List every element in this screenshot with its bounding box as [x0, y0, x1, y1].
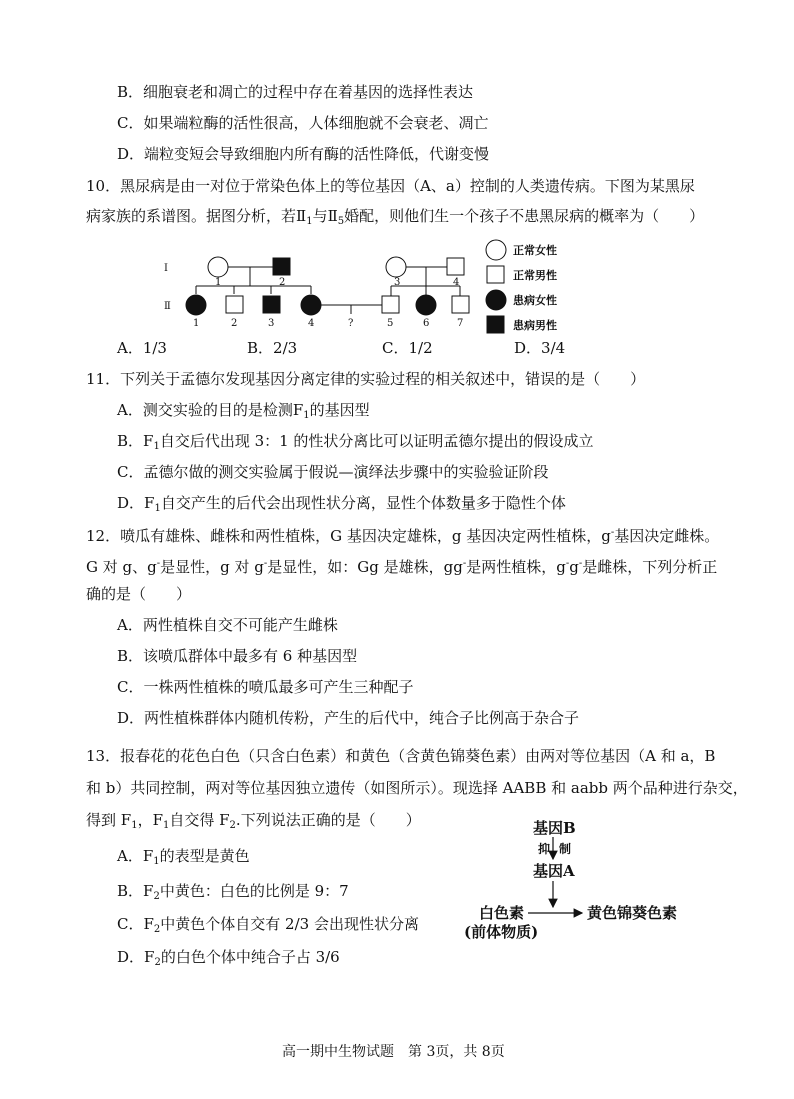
q10-option-d: D．3/4	[514, 339, 566, 357]
q12-stem-line3: 确的是（ ）	[86, 585, 192, 603]
i2-affected-male	[273, 258, 290, 275]
q12-option-d: D．两性植株群体内随机传粉，产生的后代中，纯合子比例高于杂合子	[117, 709, 580, 727]
q13-stem-line1: 13．报春花的花色白色（只含白色素）和黄色（含黄色锦葵色素）由两对等位基因（A 和 a，B	[86, 747, 716, 765]
q11-option-b: B．$F_1$自交后代出现 3：1 的性状分离比可以证明孟德尔提出的假设成立	[117, 432, 594, 452]
ii7-normal-male	[452, 296, 469, 313]
pigment-pathway-diagram	[460, 815, 720, 945]
ii7-number: 7	[457, 318, 464, 329]
ii5-number: 5	[387, 318, 394, 329]
i4-number: 4	[453, 277, 460, 288]
i4-normal-male	[447, 258, 464, 275]
generation-label-ii: Ⅱ	[164, 301, 171, 312]
q10-stem-line1: 10．黑尿病是由一对位于常染色体上的等位基因（A、a）控制的人类遗传病。下图为某黑尿	[86, 177, 695, 195]
gene-a-label: 基因A	[533, 862, 575, 880]
q10-option-a: A．1/3	[117, 339, 167, 357]
q9-option-c: C．如果端粒酶的活性很高，人体细胞就不会衰老、凋亡	[117, 114, 489, 132]
q9-option-d: D．端粒变短会导致细胞内所有酶的活性降低，代谢变慢	[117, 145, 490, 163]
generation-label-i: Ⅰ	[164, 263, 168, 274]
legend-affected-female-icon	[486, 290, 506, 310]
ii6-number: 6	[423, 318, 430, 329]
ii1-number: 1	[193, 318, 200, 329]
q12-stem-line2: G 对 g、g-是显性，g 对 g-是显性，如：Gg 是雄株，gg-是两性植株，g-g-是雌株，下列分析正	[86, 558, 718, 576]
inhibit-label-1: 抑	[538, 842, 551, 856]
ii5-normal-male	[382, 296, 399, 313]
q11-option-d: D．$F_1$自交产生的后代会出现性状分离，显性个体数量多于隐性个体	[117, 494, 566, 514]
i1-number: 1	[215, 277, 222, 288]
q12-option-c: C．一株两性植株的喷瓜最多可产生三种配子	[117, 678, 414, 696]
legend-normal-male: 正常男性	[513, 269, 557, 282]
legend-affected-female: 患病女性	[513, 294, 557, 307]
q10-option-b: B．2/3	[247, 339, 298, 357]
inhibit-label-2: 制	[559, 842, 572, 856]
yellow-pigment-label: 黄色锦葵色素	[587, 904, 678, 922]
q12-stem-line1: 12．喷瓜有雄株、雌株和两性植株，G 基因决定雄株，g 基因决定两性植株，g-基因决定雌株。	[86, 527, 720, 545]
legend-normal-female: 正常女性	[513, 244, 557, 257]
legend-normal-female-icon	[486, 240, 506, 260]
ii6-affected-female	[416, 295, 436, 315]
pedigree-chart	[150, 238, 590, 338]
i3-number: 3	[394, 277, 401, 288]
ii4-affected-female	[301, 295, 321, 315]
gene-b-label: 基因B	[533, 819, 576, 837]
i3-normal-female	[386, 257, 406, 277]
q13-option-a: A．$F_1$的表型是黄色	[117, 847, 250, 867]
q10-stem-line2: 病家族的系谱图。据图分析，若$Ⅱ_1$与$Ⅱ_5$婚配，则他们生一个孩子不患黑尿病的概率为（ ）	[86, 207, 705, 227]
q13-option-c: C．$F_2$中黄色个体自交有 2/3 会出现性状分离	[117, 915, 419, 935]
q11-option-c: C．孟德尔做的测交实验属于假说—演绎法步骤中的实验验证阶段	[117, 463, 549, 481]
precursor-label: (前体物质)	[464, 923, 539, 941]
ii3-number: 3	[268, 318, 275, 329]
q12-option-a: A．两性植株自交不可能产生雌株	[117, 616, 338, 634]
white-pigment-label: 白色素	[479, 904, 525, 922]
ii4-number: 4	[308, 318, 315, 329]
q13-stem-line2: 和 b）共同控制，两对等位基因独立遗传（如图所示）。现选择 AABB 和 aabb 两个品种进行杂交，	[86, 779, 748, 797]
q12-option-b: B．该喷瓜群体中最多有 6 种基因型	[117, 647, 358, 665]
q13-option-b: B．$F_2$中黄色：白色的比例是 9：7	[117, 882, 349, 902]
q10-option-c: C．1/2	[382, 339, 433, 357]
offspring-question: ?	[348, 318, 354, 329]
q11-option-a: A．测交实验的目的是检测$F_1$的基因型	[117, 401, 370, 421]
ii3-affected-male	[263, 296, 280, 313]
legend-normal-male-icon	[487, 266, 504, 283]
i1-normal-female	[208, 257, 228, 277]
ii2-normal-male	[226, 296, 243, 313]
legend-affected-male: 患病男性	[513, 319, 557, 332]
ii1-affected-female	[186, 295, 206, 315]
q9-option-b: B．细胞衰老和凋亡的过程中存在着基因的选择性表达	[117, 83, 474, 101]
q11-stem: 11．下列关于孟德尔发现基因分离定律的实验过程的相关叙述中，错误的是（ ）	[86, 370, 646, 388]
q13-option-d: D．$F_2$的白色个体中纯合子占 3/6	[117, 948, 340, 968]
page-footer: 高一期中生物试题 第 3页，共 8页	[282, 1044, 505, 1060]
legend-affected-male-icon	[487, 316, 504, 333]
i2-number: 2	[279, 277, 286, 288]
ii2-number: 2	[231, 318, 238, 329]
q13-stem-line3: 得到 $F_1$，$F_1$自交得 $F_2$.下列说法正确的是（ ）	[86, 811, 421, 831]
